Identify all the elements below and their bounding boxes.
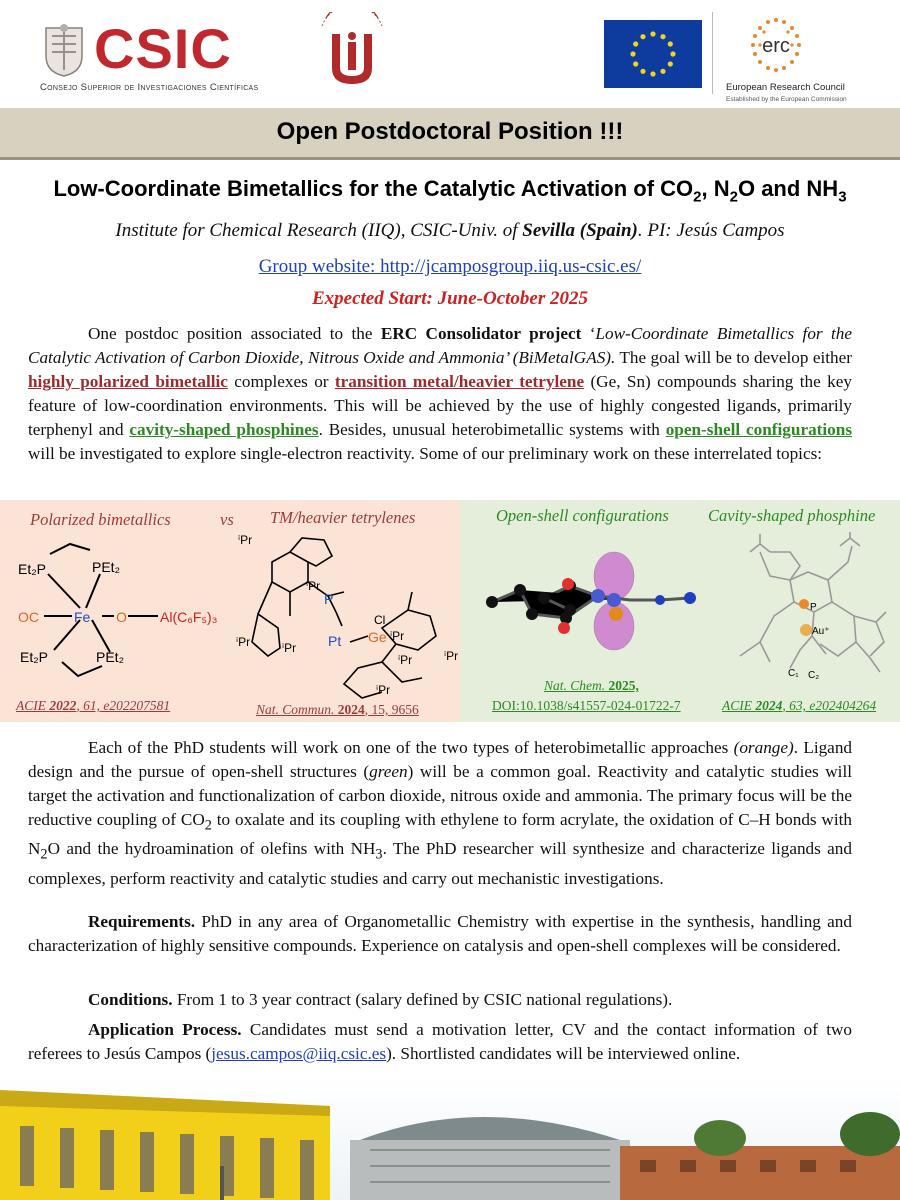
platinum-atom-label: Pt — [328, 633, 342, 649]
ipr-label: ⁱPr — [306, 579, 321, 593]
body-text: . The PhD researcher will synthesize and characterize ligands and complexes, perform reactivity and catalytic studies and carry out mechanistic investigations. — [28, 839, 852, 888]
universidad-sevilla-logo — [318, 12, 386, 92]
oxygen-atom-label: O — [116, 609, 127, 625]
intro-text: will be investigated to explore single-electron reactivity. Some of our preliminary work on these interrelated topics: — [28, 444, 823, 463]
ref-details: , 15, 9656 — [364, 702, 419, 717]
intro-text: One postdoc position associated to the — [88, 324, 381, 343]
project-title — [0, 176, 900, 205]
intro-text: (Ge, Sn) compounds sharing the key feature of low-coordination environments. This will be achieved by the use of highly congested ligands, primarily terphenyl and — [28, 372, 852, 439]
highlight-tetrylene: transition metal/heavier tetrylene — [334, 372, 585, 391]
carbon-atom-label: C₂ — [808, 670, 820, 681]
institute-line — [0, 220, 900, 242]
campus-photo — [0, 1076, 900, 1200]
csic-shield-icon — [40, 22, 88, 78]
erc-name: European Research Council — [726, 82, 845, 93]
institute-text: Institute for Chemical Research (IIQ), CSIC-Univ. of — [115, 220, 523, 241]
intro-text: ‘ — [581, 324, 596, 343]
position-banner — [0, 108, 900, 160]
ligand-label: Et₂P — [20, 649, 48, 665]
application-text: ). Shortlisted candidates will be interviewed online. — [386, 1044, 741, 1063]
caption-cavity: Cavity-shaped phosphine — [708, 506, 876, 525]
gold-atom-label: Au⁺ — [812, 626, 830, 637]
ref-details: , 61, e202207581 — [76, 698, 171, 713]
caption-vs: vs — [220, 510, 234, 529]
body-text: Each of the PhD students will work on one of the two types of heterobimetallic approaches — [88, 738, 734, 757]
group-website-link[interactable]: Group website: http://jcamposgroup.iiq.us-csic.es/ — [258, 256, 642, 277]
ligand-label: Et₂P — [18, 561, 46, 577]
erc-project-label: ERC Consolidator project — [380, 324, 582, 343]
contact-email-link[interactable]: jesus.campos@iiq.csic.es — [211, 1044, 387, 1063]
institute-city: Sevilla (Spain) — [522, 220, 638, 241]
body-subscript: 3 — [375, 846, 383, 863]
germanium-atom-label: Ge — [368, 629, 387, 645]
figure-panel-green — [460, 500, 900, 722]
application-text: Candidates must send a motivation letter, CV and the contact information of two referees to Jesús Campos ( — [28, 1020, 852, 1063]
caption-open-shell: Open-shell configurations — [496, 506, 669, 525]
logo-header — [0, 0, 900, 108]
body-text: . Ligand design and the pursue of open-shell structures ( — [28, 738, 853, 781]
reference-3-doi — [492, 698, 681, 714]
body-orange-note: (orange) — [733, 738, 794, 757]
ref-journal: Nat. Commun. — [256, 702, 338, 717]
ref-details: , 63, e202404264 — [782, 698, 877, 713]
erc-short-text: erc — [762, 35, 790, 57]
fe-complex-structure — [10, 536, 230, 686]
reference-1 — [16, 698, 170, 714]
conditions-text: From 1 to 3 year contract (salary defined by CSIC national regulations). — [172, 990, 673, 1009]
ipr-label: ⁱPr — [238, 533, 253, 547]
title-subscript: 3 — [838, 188, 847, 206]
requirements-label: Requirements. — [88, 912, 196, 931]
title-part: Low-Coordinate Bimetallics for the Catalytic Activation of CO — [53, 176, 694, 201]
ref-year: 2022 — [49, 698, 77, 713]
ref-doi: DOI:10.1038/s41557-024-01722-7 — [492, 698, 681, 713]
banner-title: Open Postdoctoral Position !!! — [276, 118, 624, 145]
title-subscript: 2 — [693, 188, 702, 206]
highlight-open-shell: open-shell configurations — [665, 420, 853, 439]
logo-divider — [712, 12, 713, 94]
intro-text: . Besides, unusual heterobimetallic systems with — [318, 420, 666, 439]
ref-year: 2024 — [755, 698, 783, 713]
chlorine-atom-label: Cl — [374, 613, 386, 627]
body-text: O and the hydroamination of olefins with NH — [47, 839, 376, 859]
requirements-text: PhD in any area of Organometallic Chemistry with expertise in the synthesis, handling and characterization of highly sensitive compounds. Experience on catalysis and open-shell complexes will be considered. — [28, 912, 852, 955]
ipr-label: ⁱPr — [398, 653, 413, 667]
reference-3 — [544, 678, 639, 694]
ligand-label: PEt₂ — [96, 649, 124, 665]
csic-subtitle: Consejo Superior de Investigaciones Científicas — [40, 82, 259, 93]
intro-text: complexes or — [227, 372, 335, 391]
title-part: , N — [701, 176, 730, 201]
ref-year: 2025, — [608, 678, 639, 693]
figure-panel-orange — [0, 500, 460, 722]
expected-start: Expected Start: June-October 2025 — [311, 288, 588, 309]
csic-wordmark: CSIC — [94, 17, 232, 80]
reference-4 — [722, 698, 876, 714]
requirements-paragraph — [28, 910, 852, 958]
intro-paragraph — [28, 322, 852, 466]
ipr-label: ⁱPr — [282, 641, 297, 655]
cavity-phosphine-structure — [730, 532, 890, 692]
ipr-label: ⁱPr — [376, 683, 391, 697]
phosphorus-atom-label: P — [810, 602, 817, 613]
intro-text: The goal will be to develop either — [615, 348, 852, 367]
ipr-label: ⁱPr — [390, 629, 405, 643]
aluminium-group-label: Al(C₆F₅)₃ — [160, 609, 218, 625]
carbon-atom-label: C₁ — [788, 668, 799, 679]
ref-year: 2024 — [337, 702, 365, 717]
eu-flag-logo — [604, 20, 702, 88]
body-green-note: green — [369, 762, 408, 781]
ref-journal: Nat. Chem. — [544, 678, 609, 693]
title-subscript: 2 — [729, 188, 738, 206]
conditions-label: Conditions. — [88, 990, 173, 1009]
co-ligand-label: OC — [18, 609, 39, 625]
open-shell-orbital-picture — [480, 540, 710, 670]
application-paragraph — [28, 1018, 852, 1066]
ref-journal: ACIE — [722, 698, 756, 713]
ipr-label: ⁱPr — [236, 635, 251, 649]
highlight-polarized: highly polarized bimetallic — [28, 372, 228, 391]
title-part: O and NH — [737, 176, 839, 201]
body-text: ) will be a common goal. Reactivity and catalytic studies will target the activation and functionalization of carbon dioxide, nitrous oxide and ammonia. The primary focus will be the reductive coupling of CO — [28, 762, 853, 829]
body-text: to oxalate and its coupling with ethylene to form acrylate, the oxidation of C–H bonds with N — [28, 810, 852, 859]
body-subscript: 2 — [40, 846, 48, 863]
highlight-cavity: cavity-shaped phosphines — [129, 420, 319, 439]
ref-journal: ACIE — [16, 698, 50, 713]
conditions-paragraph — [28, 988, 852, 1012]
reference-2 — [256, 702, 419, 718]
institute-pi: . PI: Jesús Campos — [637, 220, 785, 241]
erc-subtitle: Established by the European Commission — [726, 96, 847, 103]
pt-ge-complex-structure — [232, 532, 460, 702]
students-paragraph — [28, 736, 852, 891]
ipr-label: ⁱPr — [444, 649, 459, 663]
body-subscript: 2 — [204, 817, 212, 834]
application-label: Application Process. — [88, 1020, 242, 1039]
caption-polarized: Polarized bimetallics — [30, 510, 171, 529]
iron-atom-label: Fe — [74, 609, 91, 625]
project-full-title: Low-Coordinate Bimetallics for the Catalytic Activation of Carbon Dioxide, Nitrous Oxide and Ammonia’ (BiMetalGAS). — [28, 324, 852, 367]
phosphorus-atom-label: P — [324, 591, 334, 607]
caption-tetrylenes: TM/heavier tetrylenes — [270, 508, 416, 527]
ligand-label: PEt₂ — [92, 559, 120, 575]
